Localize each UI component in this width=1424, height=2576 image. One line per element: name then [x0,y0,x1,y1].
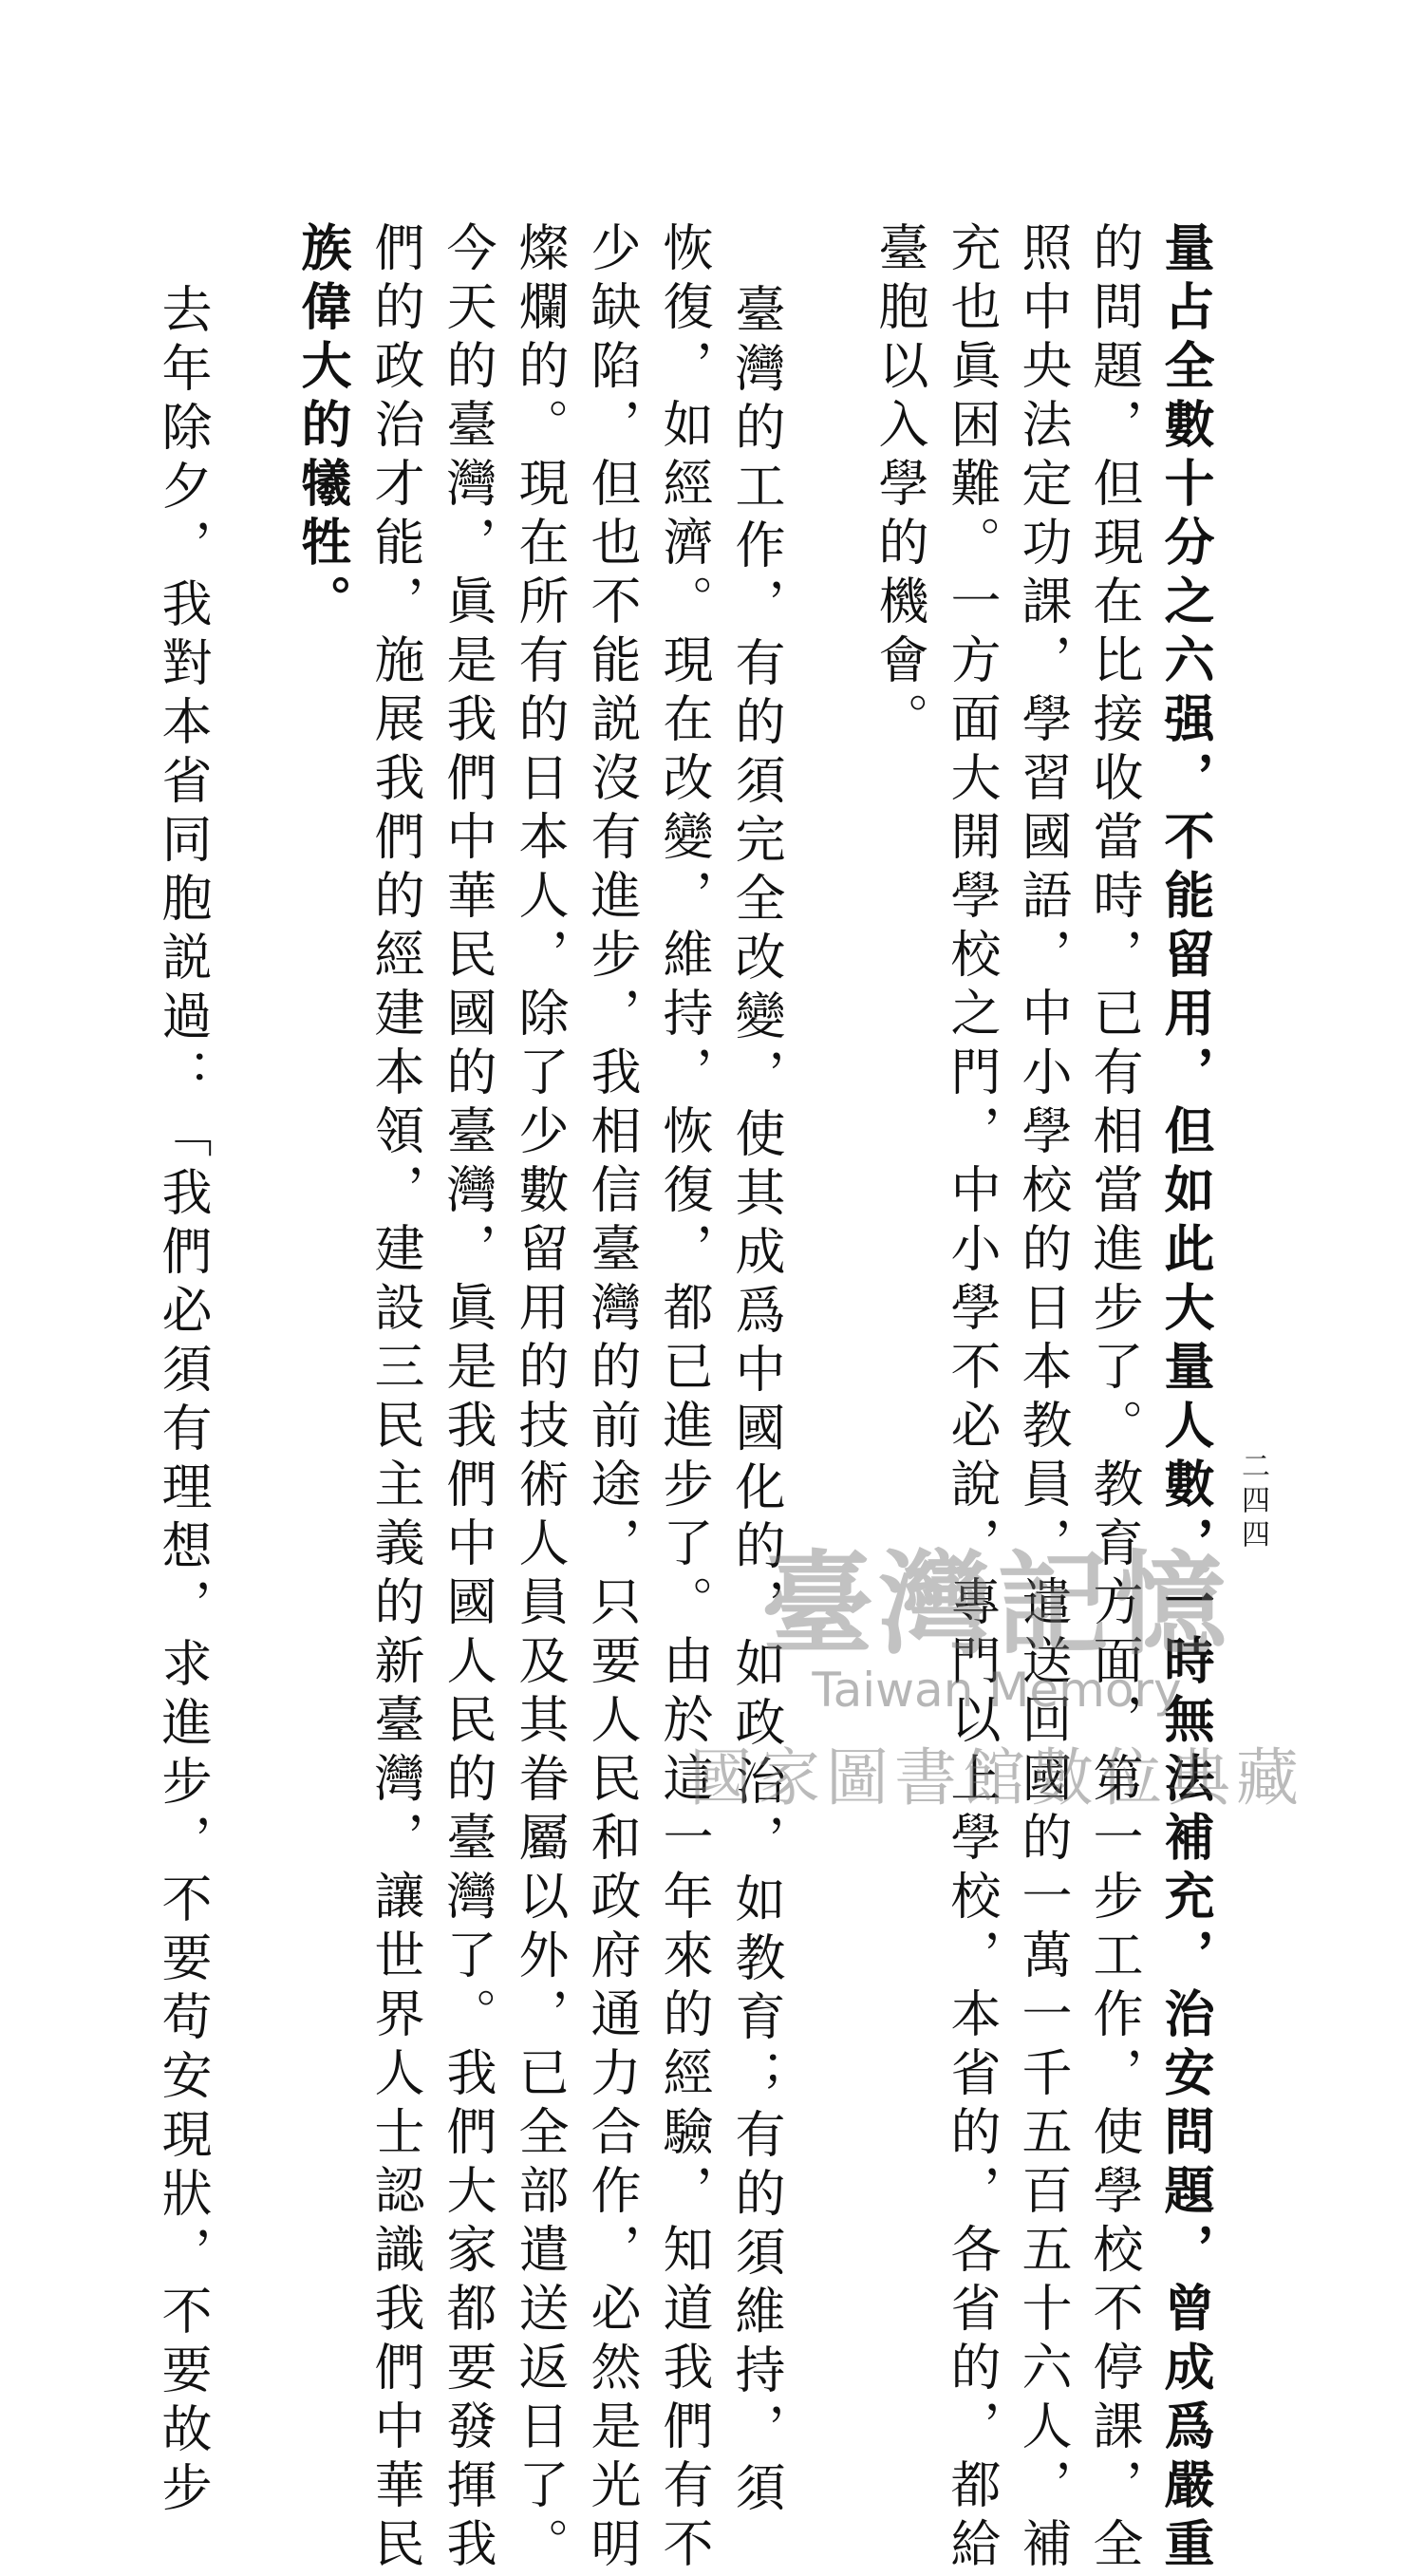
text-column-7: 恢復，如經濟。現在改變，維持，恢復，都已進步了。由於這一年來的經驗，知道我們有不 [655,221,713,2576]
text-column-10: 今天的臺灣，眞是我們中華民國的臺灣，眞是我們中國人民的臺灣了。我們大家都要發揮我 [439,221,497,2576]
text-column-12: 族偉大的犧牲。 [293,221,352,633]
watermark-english: Taiwan Memory [812,1663,1182,1718]
watermark-logo: 臺灣記憶 [760,1539,1232,1670]
text-column-3: 照中央法定功課，學習國語，中小學校的日本教員，遣送回國的一萬一千五百五十六人，補 [1014,221,1072,2576]
text-column-11: 們的政治才能，施展我們的經建本領，建設三民主義的新臺灣，讓世界人士認識我們中華民 [366,221,424,2576]
watermark-library: 國家圖書館數位典藏 [689,1741,1304,1814]
text-column-9: 燦爛的。現在所有的日本人，除了少數留用的技術人員及其眷屬以外，已全部遣送返日了。 [511,221,569,2576]
text-column-6: 臺灣的工作，有的須完全改變，使其成爲中國化的，如政治，如教育；有的須維持，須 [727,283,785,2520]
page-number: 二四四 [1236,1451,1269,1553]
text-column-2: 的問題，但現在比接收當時，已有相當進步了。教育方面，第一步工作，使學校不停課，全 [1085,221,1143,2576]
text-column-13: 去年除夕，我對本省同胞説過：「我們必須有理想，求進步，不要苟安現狀，不要故步 [154,283,212,2520]
text-column-1: 量占全數十分之六强，不能留用，但如此大量人數，一時無法補充，治安問題，曾成爲嚴重 [1156,221,1215,2576]
text-column-5: 臺胞以入學的機會。 [871,221,928,751]
text-column-4: 充也眞困難。一方面大開學校之門，中小學不必說，專門以上學校，本省的，各省的，都給 [943,221,1001,2576]
text-column-8: 少缺陷，但也不能説沒有進步，我相信臺灣的前途，只要人民和政府通力合作，必然是光明 [583,221,641,2576]
